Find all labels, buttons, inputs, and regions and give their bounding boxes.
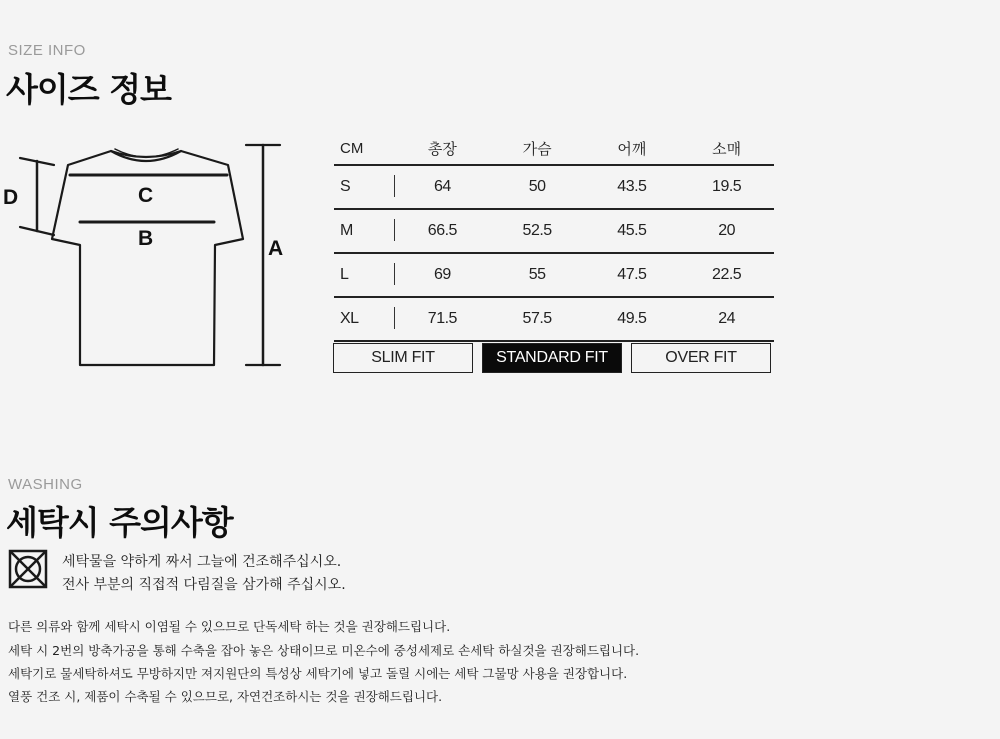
- washing-heading: 세탁시 주의사항: [6, 503, 233, 542]
- table-cell: 71.5: [395, 297, 490, 341]
- table-cell: 43.5: [585, 165, 680, 209]
- care-note: 세탁 시 2번의 방축가공을 통해 수축을 잡아 놓은 상태이므로 미온수에 중성세제로 손세탁 하실것을 권장해드립니다.: [8, 643, 640, 658]
- over-fit-badge: OVER FIT: [631, 343, 771, 373]
- size-table-header: [334, 132, 774, 165]
- care-note: 다른 의류와 함께 세탁시 이염될 수 있으므로 단독세탁 하는 것을 권장해드립니다.: [8, 619, 451, 634]
- table-cell: 22.5: [679, 253, 774, 297]
- table-cell: 66.5: [395, 209, 490, 253]
- header-sleeve: 소매: [679, 132, 774, 165]
- size-table: [334, 132, 774, 342]
- table-row: [334, 297, 774, 341]
- header-length: 총장: [395, 132, 490, 165]
- label-c: C: [138, 184, 154, 207]
- care-note: 열풍 건조 시, 제품이 수축될 수 있으므로, 자연건조하시는 것을 권장해드립니다.: [8, 689, 443, 704]
- no-washing-machine-icon: [8, 549, 48, 589]
- wash-instruction: 세탁물을 약하게 짜서 그늘에 건조해주십시오.: [62, 554, 342, 570]
- standard-fit-badge: STANDARD FIT: [482, 343, 622, 373]
- header-cm: CM: [334, 132, 395, 165]
- table-cell: 20: [679, 209, 774, 253]
- wash-instruction: 전사 부분의 직접적 다림질을 삼가해 주십시오.: [62, 577, 346, 593]
- size-info-eyebrow: SIZE INFO: [8, 42, 86, 59]
- table-cell: 64: [395, 165, 490, 209]
- size-label: XL: [334, 297, 395, 341]
- table-row: [334, 165, 774, 209]
- table-cell: 19.5: [679, 165, 774, 209]
- slim-fit-badge: SLIM FIT: [333, 343, 473, 373]
- care-note: 세탁기로 물세탁하셔도 무방하지만 져지원단의 특성상 세탁기에 넣고 돌릴 시에는 세탁 그물망 사용을 권장합니다.: [8, 666, 628, 681]
- size-label: M: [334, 209, 395, 253]
- size-info-heading: 사이즈 정보: [6, 70, 171, 109]
- size-label: S: [334, 165, 395, 209]
- table-cell: 69: [395, 253, 490, 297]
- label-d: D: [3, 186, 19, 209]
- table-cell: 52.5: [490, 209, 585, 253]
- table-cell: 47.5: [585, 253, 680, 297]
- header-shoulder: 어깨: [585, 132, 680, 165]
- tshirt-measurement-diagram: [0, 135, 300, 375]
- size-label: L: [334, 253, 395, 297]
- table-cell: 57.5: [490, 297, 585, 341]
- table-cell: 55: [490, 253, 585, 297]
- table-cell: 45.5: [585, 209, 680, 253]
- table-cell: 24: [679, 297, 774, 341]
- table-row: [334, 209, 774, 253]
- table-cell: 50: [490, 165, 585, 209]
- label-a: A: [268, 237, 284, 260]
- header-chest: 가슴: [490, 132, 585, 165]
- table-row: [334, 253, 774, 297]
- label-b: B: [138, 227, 154, 250]
- table-cell: 49.5: [585, 297, 680, 341]
- washing-eyebrow: WASHING: [8, 476, 83, 493]
